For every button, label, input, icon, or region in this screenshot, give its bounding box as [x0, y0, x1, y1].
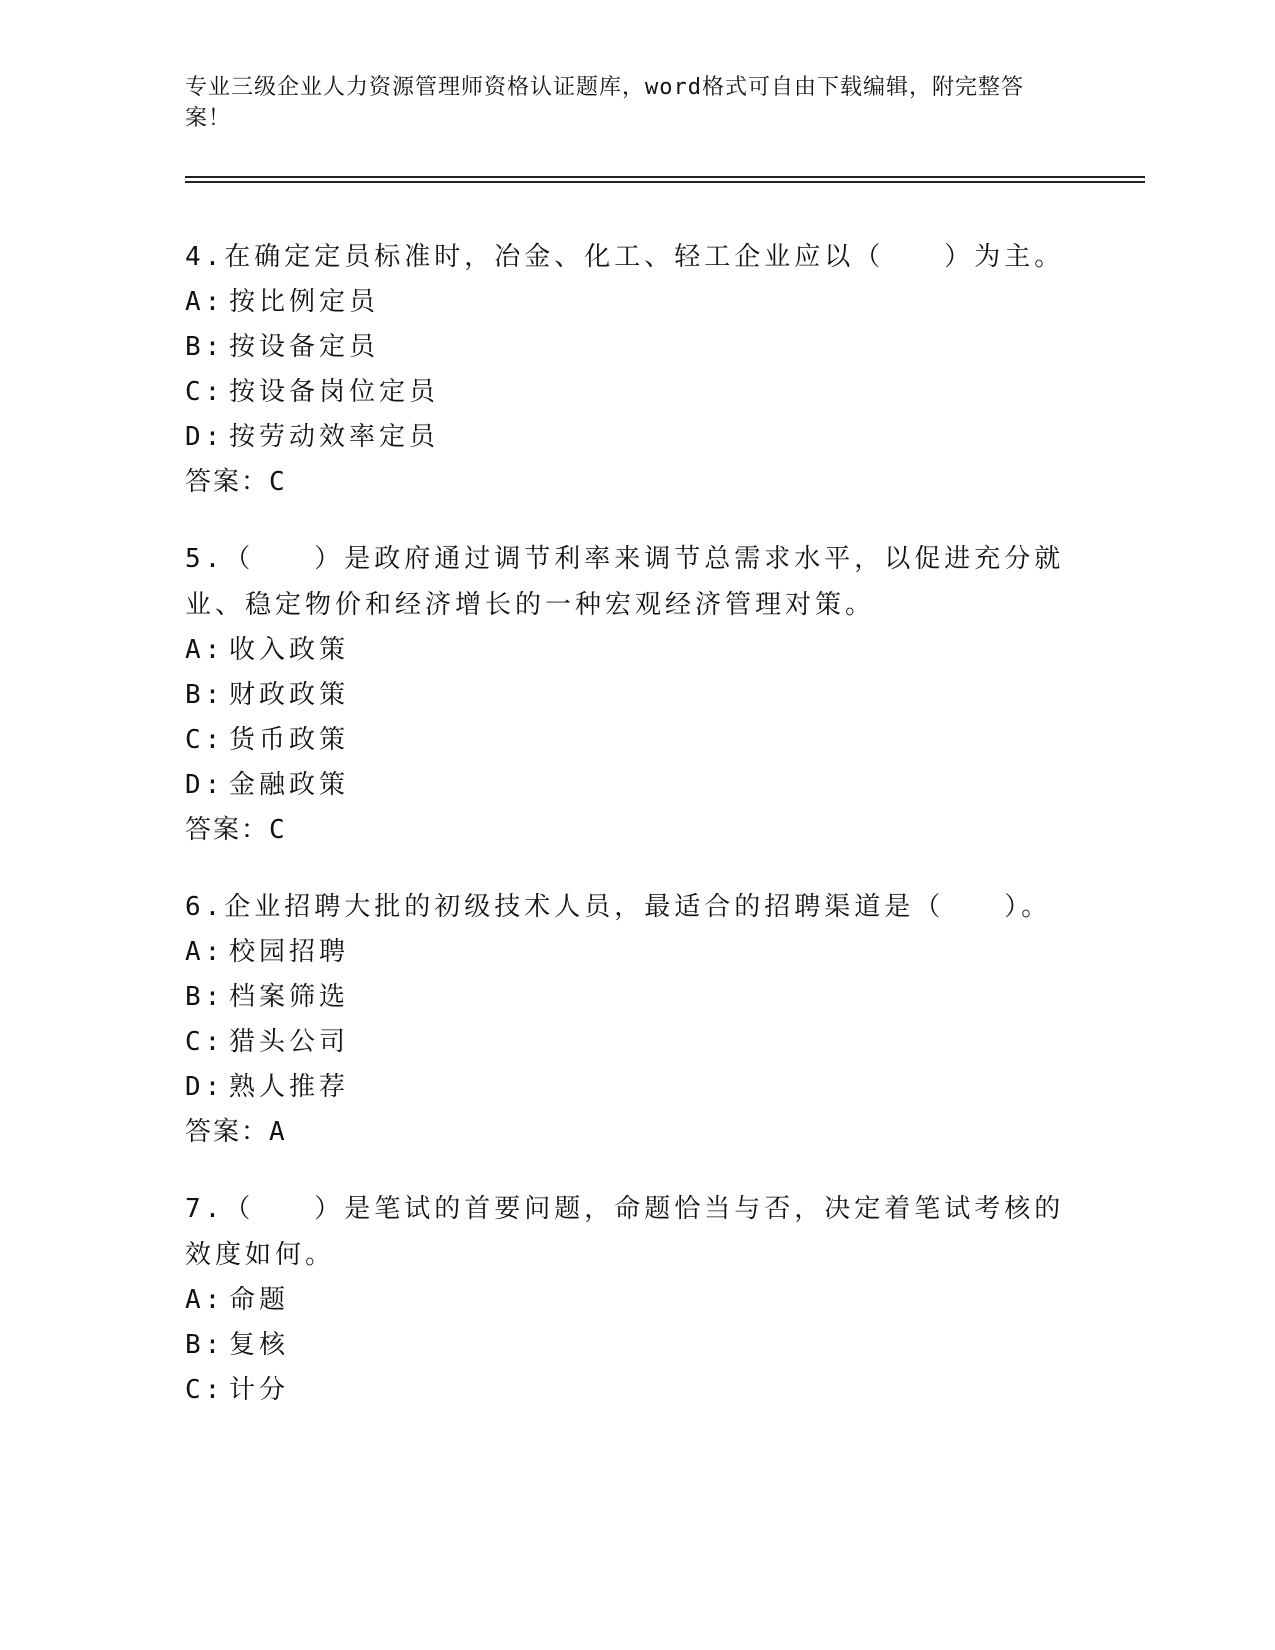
- option-text: 熟人推荐: [229, 1072, 350, 1102]
- header-rule-bottom: [185, 181, 1145, 183]
- option-b: [185, 1323, 1065, 1368]
- option-text: 命题: [229, 1285, 290, 1315]
- question-stem: 4.在确定定员标准时，冶金、化工、轻工企业应以（ ）为主。: [185, 242, 1065, 272]
- option-text: 猎头公司: [229, 1027, 350, 1057]
- document-header: 专业三级企业人力资源管理师资格认证题库，word格式可自由下载编辑，附完整答案！: [185, 75, 1024, 131]
- option-key: B:: [185, 680, 225, 710]
- option-c: [185, 718, 1065, 763]
- option-text: 收入政策: [229, 635, 350, 665]
- option-key: B:: [185, 982, 225, 1012]
- option-key: C:: [185, 1375, 225, 1405]
- option-text: 计分: [229, 1375, 290, 1405]
- option-key: A:: [185, 1285, 225, 1315]
- option-c: [185, 1020, 1065, 1065]
- option-a: [185, 1278, 1065, 1323]
- answer-value: C: [269, 815, 287, 845]
- question-stem: 5.（ ）是政府通过调节利率来调节总需求水平，以促进充分就业、稳定物价和经济增长的一种宏观经济管理对策。: [185, 544, 1065, 620]
- option-key: C:: [185, 725, 225, 755]
- option-key: A:: [185, 937, 225, 967]
- option-text: 复核: [229, 1330, 290, 1360]
- question-7: [185, 1186, 1065, 1413]
- answer-line: [185, 1110, 1065, 1154]
- option-key: B:: [185, 1330, 225, 1360]
- option-key: A:: [185, 287, 225, 317]
- answer-line: [185, 808, 1065, 852]
- option-text: 校园招聘: [229, 937, 350, 967]
- option-text: 金融政策: [229, 770, 350, 800]
- option-key: B:: [185, 332, 225, 362]
- answer-value: C: [269, 467, 287, 497]
- header-rule-top: [185, 176, 1145, 178]
- option-b: [185, 325, 1065, 370]
- answer-label: 答案：: [185, 467, 270, 497]
- option-b: [185, 975, 1065, 1020]
- option-key: D:: [185, 1072, 225, 1102]
- option-key: D:: [185, 770, 225, 800]
- option-key: A:: [185, 635, 225, 665]
- question-4: [185, 234, 1065, 504]
- option-text: 按比例定员: [229, 287, 380, 317]
- option-text: 按劳动效率定员: [229, 422, 440, 452]
- option-a: [185, 628, 1065, 673]
- question-list: [185, 234, 1065, 1445]
- option-text: 按设备定员: [229, 332, 380, 362]
- option-key: C:: [185, 377, 225, 407]
- answer-value: A: [269, 1117, 287, 1147]
- option-d: [185, 415, 1065, 460]
- option-text: 货币政策: [229, 725, 350, 755]
- answer-label: 答案：: [185, 1117, 270, 1147]
- question-stem: 7.（ ）是笔试的首要问题，命题恰当与否，决定着笔试考核的效度如何。: [185, 1194, 1065, 1270]
- option-a: [185, 930, 1065, 975]
- question-5: [185, 536, 1065, 852]
- option-text: 按设备岗位定员: [229, 377, 440, 407]
- option-c: [185, 370, 1065, 415]
- option-c: [185, 1368, 1065, 1413]
- option-text: 档案筛选: [229, 982, 350, 1012]
- answer-line: [185, 460, 1065, 504]
- option-d: [185, 1065, 1065, 1110]
- question-stem: 6.企业招聘大批的初级技术人员，最适合的招聘渠道是（ ）。: [185, 892, 1052, 922]
- option-d: [185, 763, 1065, 808]
- option-key: C:: [185, 1027, 225, 1057]
- answer-label: 答案：: [185, 815, 270, 845]
- option-a: [185, 280, 1065, 325]
- option-b: [185, 673, 1065, 718]
- option-key: D:: [185, 422, 225, 452]
- question-6: [185, 884, 1065, 1154]
- option-text: 财政政策: [229, 680, 350, 710]
